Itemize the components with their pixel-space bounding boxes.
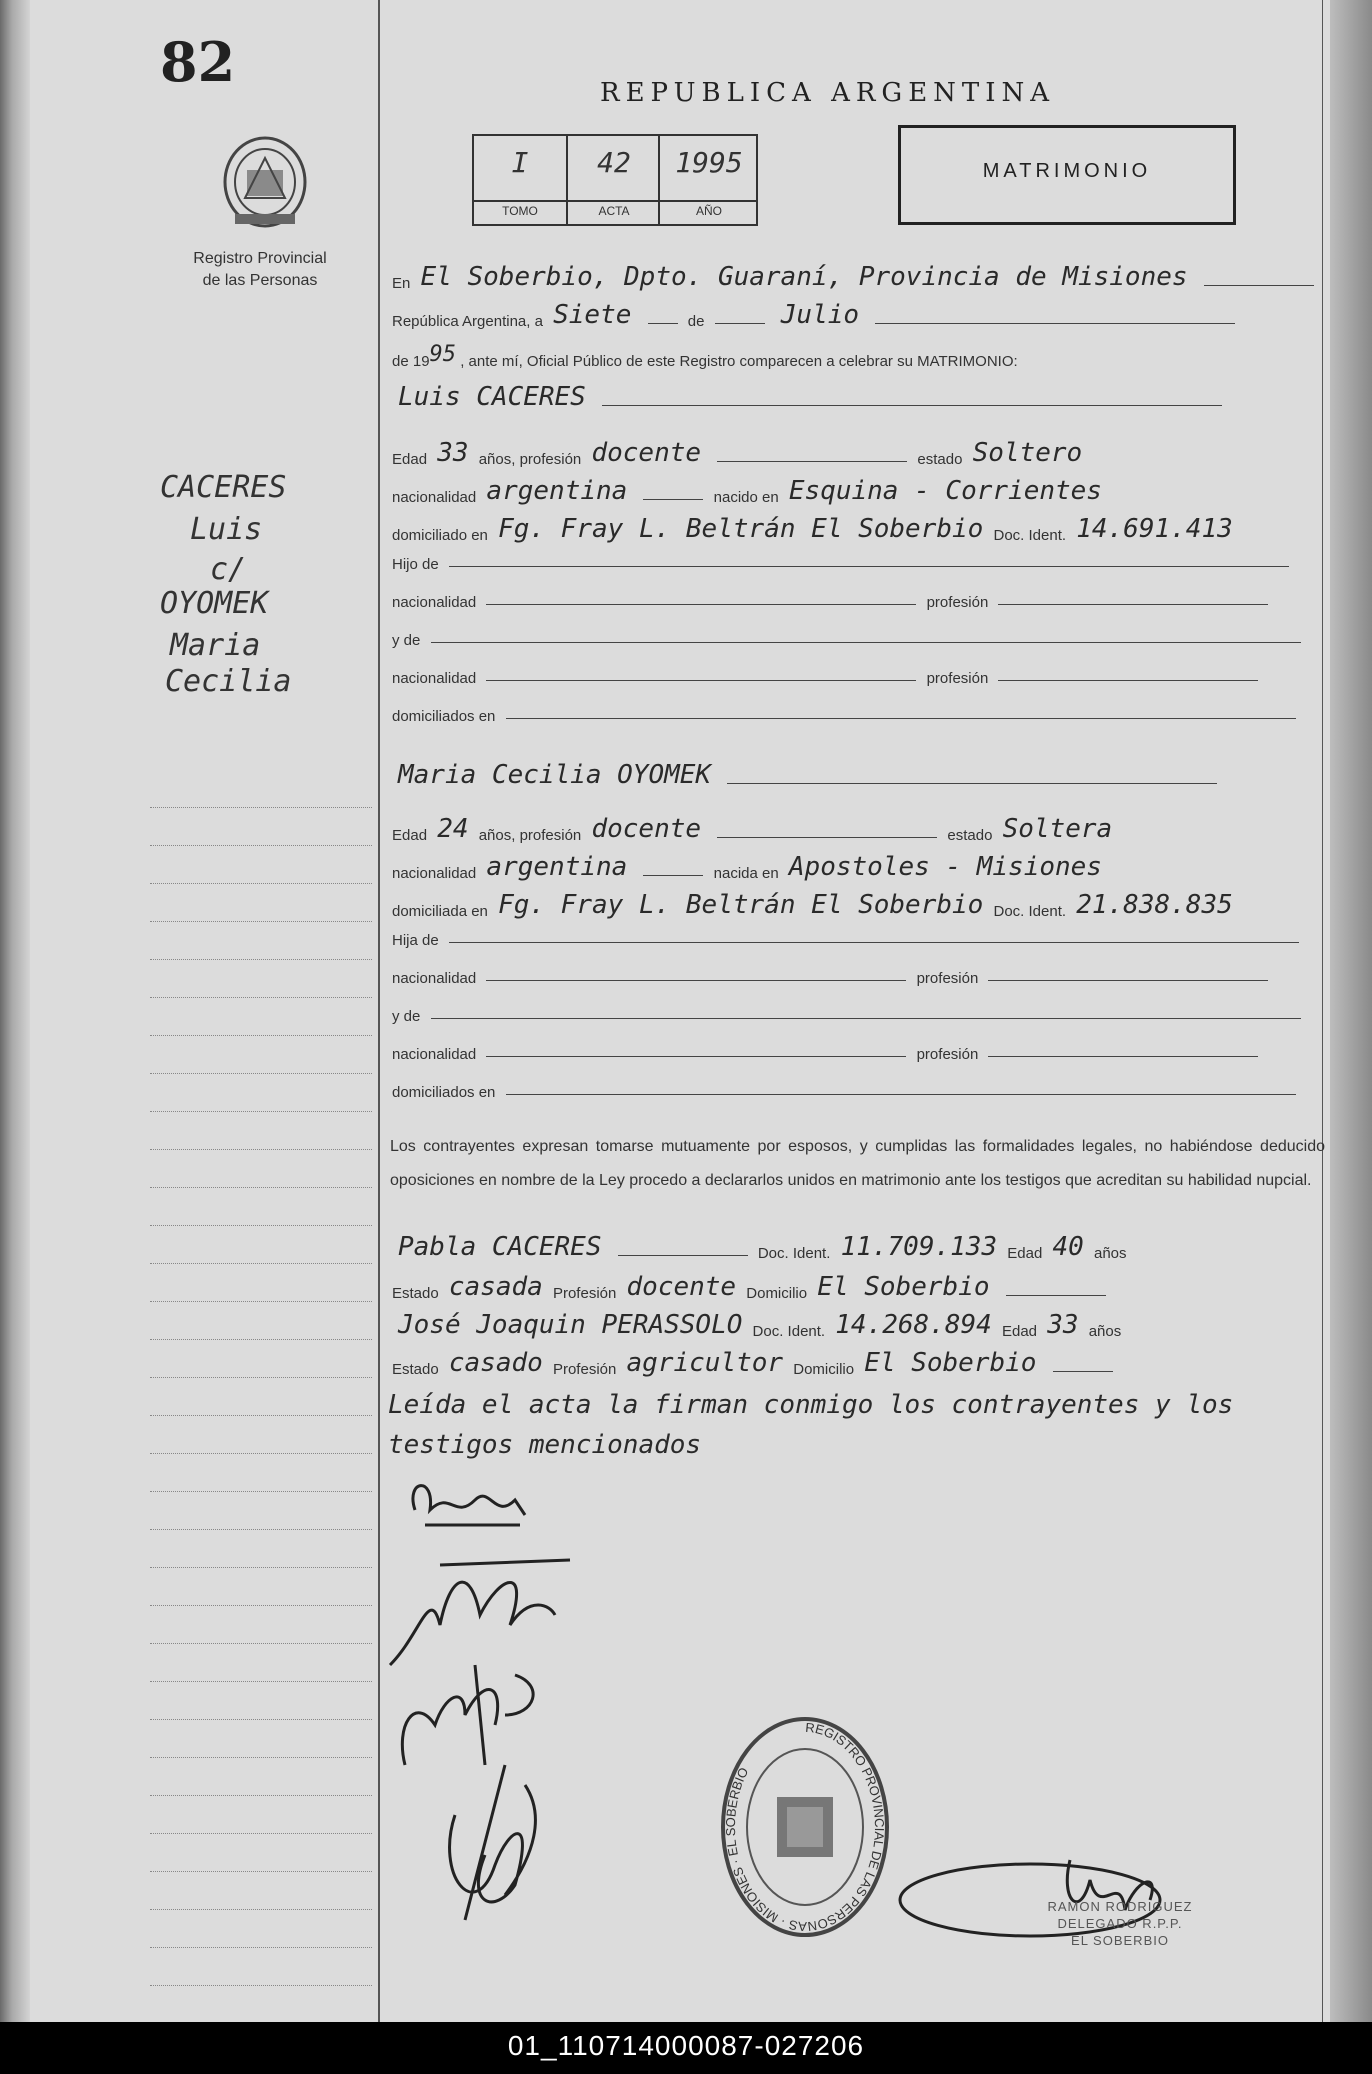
witness-2-name-line — [392, 1310, 1322, 1340]
fill-line — [618, 1254, 748, 1256]
bride-father-details-line — [392, 970, 1322, 1000]
anos-label: años — [1088, 1323, 1122, 1340]
groom-parents-address-line — [392, 708, 1322, 738]
bride-birthplace: Apostoles - Misiones — [788, 852, 1102, 882]
fill-line — [715, 322, 765, 324]
fill-line — [486, 979, 906, 981]
edad-label: Edad — [392, 451, 428, 468]
tomo-label: TOMO — [474, 200, 566, 218]
doc-ident-label: Doc. Ident. — [993, 527, 1067, 544]
fill-line — [486, 603, 916, 605]
groom-birthplace: Esquina - Corrientes — [788, 476, 1102, 506]
fill-line — [875, 322, 1235, 324]
witness-2-profession: agricultor — [626, 1348, 784, 1378]
nacionalidad-label: nacionalidad — [392, 670, 477, 687]
witness-1-age: 40 — [1052, 1232, 1084, 1262]
place-value: El Soberbio, Dpto. Guaraní, Provincia de Misiones — [420, 262, 1188, 292]
domicilio-label: Domicilio — [746, 1285, 808, 1302]
domiciliado-label: domiciliado en — [392, 527, 488, 544]
nacionalidad-label: nacionalidad — [392, 594, 477, 611]
margin-note-line: Maria — [170, 628, 261, 663]
fill-line — [431, 641, 1301, 643]
witness-1-address: El Soberbio — [817, 1272, 990, 1302]
doc-ident-label: Doc. Ident. — [752, 1323, 826, 1340]
year-suffix: 95 — [429, 342, 457, 367]
record-number-box — [472, 134, 758, 226]
groom-profession: docente — [591, 438, 702, 468]
fill-line — [717, 836, 937, 838]
year-prefix: de 19 — [392, 353, 430, 370]
page-edge — [1330, 0, 1372, 2022]
tomo-cell — [474, 136, 566, 224]
fill-line — [506, 717, 1296, 719]
official-name-line: RAMON RODRIGUEZ — [1047, 1899, 1193, 1914]
estado-label: Estado — [392, 1361, 439, 1378]
date-line — [392, 300, 1322, 330]
fill-line — [648, 322, 678, 324]
fill-line — [727, 782, 1217, 784]
en-label: En — [392, 275, 411, 292]
nacido-label: nacido en — [713, 489, 779, 506]
book-spine-shadow — [0, 0, 30, 2022]
groom-nationality-line — [392, 476, 1322, 506]
doc-ident-label: Doc. Ident. — [993, 903, 1067, 920]
groom-address-line — [392, 514, 1322, 544]
bride-age-line — [392, 814, 1322, 844]
bride-father-line — [392, 932, 1322, 962]
bride-name: Maria Cecilia OYOMEK — [398, 760, 712, 790]
edad-label: Edad — [1007, 1245, 1043, 1262]
y-de-label: y de — [392, 1008, 421, 1025]
witness-1-name-line — [392, 1232, 1322, 1262]
fill-line — [1053, 1370, 1113, 1372]
witness-2-address: El Soberbio — [864, 1348, 1037, 1378]
de-label: de — [687, 313, 705, 330]
fill-line — [998, 603, 1268, 605]
official-name-line: DELEGADO R.P.P. — [1057, 1916, 1183, 1931]
official-name-line: EL SOBERBIO — [1071, 1933, 1169, 1948]
groom-mother-details-line — [392, 670, 1322, 700]
estado-label: estado — [947, 827, 993, 844]
margin-divider — [378, 0, 380, 2022]
page-number: 82 — [160, 30, 236, 94]
country-heading: REPUBLICA ARGENTINA — [600, 78, 1056, 108]
republic-label: República Argentina, a — [392, 313, 543, 330]
domiciliados-label: domiciliados en — [392, 708, 496, 725]
groom-father-line — [392, 556, 1322, 586]
nacida-label: nacida en — [713, 865, 779, 882]
fill-line — [643, 874, 703, 876]
profesion-label: profesión — [916, 1046, 979, 1063]
fill-line — [717, 460, 907, 462]
nacionalidad-label: nacionalidad — [392, 489, 477, 506]
act-type-label: MATRIMONIO — [982, 160, 1152, 182]
witness-1-details-line — [392, 1272, 1322, 1302]
ano-label: AÑO — [660, 200, 758, 218]
groom-name: Luis CACERES — [398, 382, 586, 412]
nacionalidad-label: nacionalidad — [392, 1046, 477, 1063]
witness-1-doc: 11.709.133 — [840, 1232, 998, 1262]
right-border-line — [1322, 0, 1323, 2022]
bride-nationality: argentina — [486, 852, 628, 882]
bride-profession: docente — [591, 814, 702, 844]
appearance-statement: , ante mí, Oficial Público de este Registro comparecen a celebrar su MATRIMONIO: — [460, 353, 1018, 370]
margin-note-line: OYOMEK — [160, 586, 269, 621]
registry-name-line: de las Personas — [202, 272, 318, 289]
witness-2-marital-status: casado — [448, 1348, 543, 1378]
registry-name-line: Registro Provincial — [193, 250, 327, 267]
fill-line — [602, 404, 1222, 406]
bride-mother-details-line — [392, 1046, 1322, 1076]
bride-parents-address-line — [392, 1084, 1322, 1114]
nacionalidad-label: nacionalidad — [392, 865, 477, 882]
groom-doc-number: 14.691.413 — [1076, 514, 1233, 544]
profesion-label: Profesión — [552, 1285, 617, 1302]
fill-line — [506, 1093, 1296, 1095]
margin-ruled-lines — [150, 770, 372, 2062]
groom-name-line — [392, 382, 1322, 412]
anos-profesion-label: años, profesión — [478, 451, 582, 468]
ano-cell — [658, 136, 758, 224]
nacionalidad-label: nacionalidad — [392, 970, 477, 987]
fill-line — [449, 941, 1299, 943]
witness-1-profession: docente — [626, 1272, 737, 1302]
bride-mother-line — [392, 1008, 1322, 1038]
fill-line — [486, 1055, 906, 1057]
margin-note-line: Luis — [190, 512, 263, 547]
margin-note-line: c/ — [210, 552, 247, 587]
doc-ident-label: Doc. Ident. — [757, 1245, 831, 1262]
profesion-label: profesión — [926, 670, 989, 687]
fill-line — [643, 498, 703, 500]
witness-2-doc: 14.268.894 — [835, 1310, 992, 1340]
acta-cell — [566, 136, 660, 224]
profesion-label: profesión — [916, 970, 979, 987]
acta-value: 42 — [597, 146, 631, 179]
edad-label: Edad — [392, 827, 428, 844]
fill-line — [1204, 284, 1314, 286]
bride-address-line — [392, 890, 1322, 920]
domiciliada-label: domiciliada en — [392, 903, 488, 920]
fill-line — [431, 1017, 1301, 1019]
witness-2-age: 33 — [1047, 1310, 1079, 1340]
bride-address: Fg. Fray L. Beltrán El Soberbio — [498, 890, 984, 920]
domiciliados-label: domiciliados en — [392, 1084, 496, 1101]
year-line — [392, 340, 1322, 370]
witness-2-details-line — [392, 1348, 1322, 1378]
edad-label: Edad — [1001, 1323, 1038, 1340]
closing-note: Leída el acta la firman conmigo los contrayentes y los testigos mencionados — [388, 1390, 1234, 1460]
bride-doc-number: 21.838.835 — [1076, 890, 1233, 920]
fill-line — [998, 679, 1258, 681]
ano-value: 1995 — [675, 146, 743, 179]
witness-1-marital-status: casada — [448, 1272, 543, 1302]
groom-address: Fg. Fray L. Beltrán El Soberbio — [498, 514, 984, 544]
y-de-label: y de — [392, 632, 421, 649]
hijo-de-label: Hijo de — [392, 556, 439, 573]
groom-age-line — [392, 438, 1322, 468]
profesion-label: Profesión — [552, 1361, 617, 1378]
fill-line — [988, 979, 1268, 981]
registry-name — [160, 248, 360, 292]
profesion-label: profesión — [926, 594, 989, 611]
margin-note-line: Cecilia — [165, 664, 292, 699]
tomo-value: I — [511, 146, 529, 179]
stamp-ring-text: REGISTRO PROVINCIAL DE LAS PERSONAS · MISIONES · EL SOBERBIO — [722, 1719, 888, 1935]
groom-age: 33 — [437, 438, 469, 468]
groom-nationality: argentina — [486, 476, 628, 506]
acta-label: ACTA — [568, 200, 660, 218]
groom-father-details-line — [392, 594, 1322, 624]
declaration-paragraph: Los contrayentes expresan tomarse mutuamente por esposos, y cumplidas las formalidades legales, no habiéndose deducido oposiciones en nombre de la Ley procedo a declararlos unidos en matrimonio ante los testigos que acreditan su habilidad nupcial. — [390, 1138, 1325, 1189]
fill-line — [449, 565, 1289, 567]
groom-marital-status: Soltero — [972, 438, 1083, 468]
fill-line — [1006, 1294, 1106, 1296]
groom-mother-line — [392, 632, 1322, 662]
scan-identifier: 01_110714000087-027206 — [507, 2030, 865, 2061]
official-stamp-seal — [715, 1712, 895, 1942]
day-value: Siete — [553, 300, 632, 330]
month-value: Julio — [780, 300, 860, 330]
fill-line — [486, 679, 916, 681]
witness-1-name: Pabla CACERES — [398, 1232, 602, 1262]
anos-label: años — [1093, 1245, 1127, 1262]
hija-de-label: Hija de — [392, 932, 439, 949]
estado-label: estado — [917, 451, 963, 468]
official-name-stamp — [995, 1898, 1245, 1949]
place-line — [392, 262, 1322, 292]
margin-note-line: CACERES — [160, 470, 287, 505]
signature-witness-2 — [435, 1755, 555, 1925]
provincial-seal-icon — [215, 130, 315, 230]
witness-2-name: José Joaquin PERASSOLO — [398, 1310, 743, 1340]
domicilio-label: Domicilio — [793, 1361, 855, 1378]
act-type-box — [898, 125, 1236, 225]
bride-nationality-line — [392, 852, 1322, 882]
bride-age: 24 — [437, 814, 469, 844]
signature-groom — [395, 1470, 535, 1540]
bride-name-line — [392, 760, 1322, 790]
estado-label: Estado — [392, 1285, 439, 1302]
fill-line — [988, 1055, 1258, 1057]
anos-profesion-label: años, profesión — [478, 827, 582, 844]
bride-marital-status: Soltera — [1002, 814, 1113, 844]
